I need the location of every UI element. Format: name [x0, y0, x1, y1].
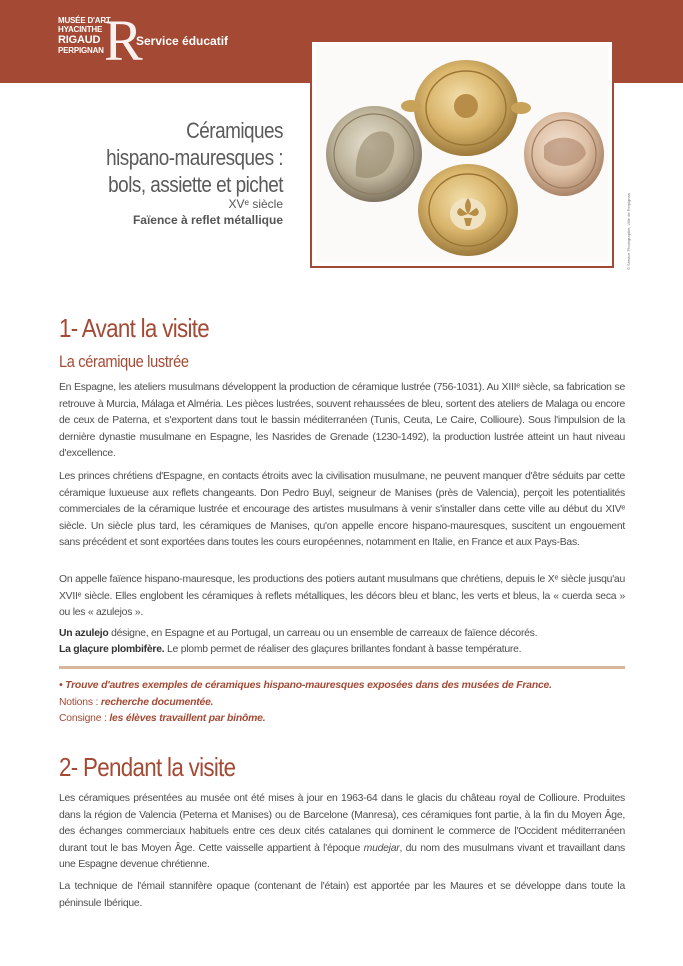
section2-heading: 2- Pendant la visite — [59, 752, 236, 782]
section1-paragraph-3: On appelle faïence hispano-mauresque, les productions des potiers autant musulmans que chrétiens, depuis le Xᵉ siècle jusqu'au XVIIᵉ siècle. Elles englobent les céramiques à reflets métalliques, les décors bleu et blanc, les verts et bleus, la « cuerda seca » ou les « azulejos ». — [59, 574, 625, 619]
section2-paragraph-1-part-b: , du nom des musulmans vivant et travaillant dans une Espagne devenue chrétienne. — [59, 842, 625, 871]
notions-value: recherche documentée. — [100, 696, 214, 708]
section1-heading: 1- Avant la visite — [59, 313, 210, 343]
ceramics-illustration — [316, 46, 612, 266]
photo-background — [316, 46, 608, 262]
service-label: Service éducatif — [136, 34, 229, 48]
activity-box — [59, 678, 629, 728]
bowl-right — [524, 112, 604, 196]
section2-paragraph-2: La technique de l'émail stannifère opaque (contenant de l'étain) est apportée par les Maures et se développe dans toute la péninsule Ibérique. — [59, 881, 625, 909]
bowl-left — [326, 106, 422, 202]
section2-mudejar-term: mudejar — [363, 842, 400, 854]
artwork-photo — [310, 40, 614, 268]
logo-line-1: MUSÉE D'ART — [58, 16, 111, 25]
definition-glacure-term: La glaçure plombifère. — [59, 644, 165, 655]
consigne-value: les élèves travaillent par binôme. — [109, 713, 266, 724]
artwork-century: XVᵉ siècle — [228, 197, 283, 211]
artwork-technique: Faïence à reflet métallique — [132, 213, 283, 227]
artwork-title-line-2: hispano-mauresques : — [106, 145, 283, 170]
activity-consigne — [59, 711, 629, 728]
museum-logo — [58, 8, 143, 73]
logo-line-3: RIGAUD — [58, 34, 101, 46]
section2-paragraph-1 — [59, 791, 625, 874]
definition-azulejo — [59, 626, 625, 643]
section1-paragraph-1: En Espagne, les ateliers musulmans développent la production de céramique lustrée (756-1031). Au XIIIᵉ siècle, sa fabrication se retrouve à Murcia, Málaga et Alméria. Les pièces lustrées, souvent rehaussées de bleu, sortent des ateliers de Malaga ou encore de ceux de Paterna, et s'exportent dans tout le bassin méditerranéen (Tunis, Ceuta, Le Caire, Collioure). Sous l'impulsion de la dernière dynastie musulmane en Espagne, les Nasrides de Grenade (1230-1492), la production lustrée atteint un haut niveau d'excellence. — [59, 382, 625, 460]
artwork-title-line-1: Céramiques — [186, 118, 283, 143]
artwork-title-block — [23, 117, 283, 229]
section1-subheading: La céramique lustrée — [59, 352, 189, 371]
activity-instruction: • Trouve d'autres exemples de céramiques hispano-mauresques exposées dans des musées de France. — [59, 680, 552, 691]
logo-line-2: HYACINTHE — [58, 25, 103, 34]
definition-azulejo-text: désigne, en Espagne et au Portugal, un carreau ou un ensemble de carreaux de faïence décorés. — [108, 628, 538, 639]
logo-text — [58, 16, 111, 55]
definition-azulejo-term: Un azulejo — [59, 628, 109, 639]
artwork-title-line-3: bols, assiette et pichet — [108, 172, 283, 197]
logo-r-letter: R — [104, 8, 143, 73]
consigne-label: Consigne : — [59, 713, 110, 724]
bowl-top — [401, 60, 531, 156]
section1-paragraph-2: Les princes chrétiens d'Espagne, en contacts étroits avec la civilisation musulmane, ne peuvent manquer d'être séduits par cette céramique luxueuse aux reflets changeants. Don Pedro Buyl, seigneur de Manises (près de Valencia), perçoit les potentialités commerciales de la céramique lustrée et encourage des artistes musulmans à venir s'installer dans cette ville au début du XIVᵉ siècle. Un siècle plus tard, les céramiques de Manises, qu'on appelle encore hispano-mauresques, suscitent un engouement sans précédent et sont exportées dans toutes les cours européennes, notamment en Italie, en France et aux Pays-Bas. — [59, 471, 625, 549]
definition-glacure — [59, 642, 625, 659]
notions-label: Notions : — [59, 696, 101, 708]
divider-rule — [59, 666, 625, 669]
photo-credit: © Service Photographie, Ville de Perpignan — [626, 193, 631, 270]
bowl-bottom — [418, 164, 518, 256]
activity-notions — [59, 695, 629, 712]
section2-paragraph-1-part-a: Les céramiques présentées au musée ont été mises à jour en 1963-64 dans le glacis du château royal de Collioure. Produites dans la région de Valencia (Peterna et Manises) ou de Barcelone (Manresa), ces céramiques font partie, à la fin du Moyen Âge, des échanges commerciaux habituels entre ces deux cités catalanes qui dominent le commerce de l'Occident méditerranéen durant tout le bas Moyen Âge. Cette vaisselle appartient à l'époque — [59, 793, 625, 854]
definition-glacure-text: Le plomb permet de réaliser des glaçures brillantes fondant à basse température. — [164, 644, 522, 655]
logo-line-4: PERPIGNAN — [58, 46, 104, 55]
